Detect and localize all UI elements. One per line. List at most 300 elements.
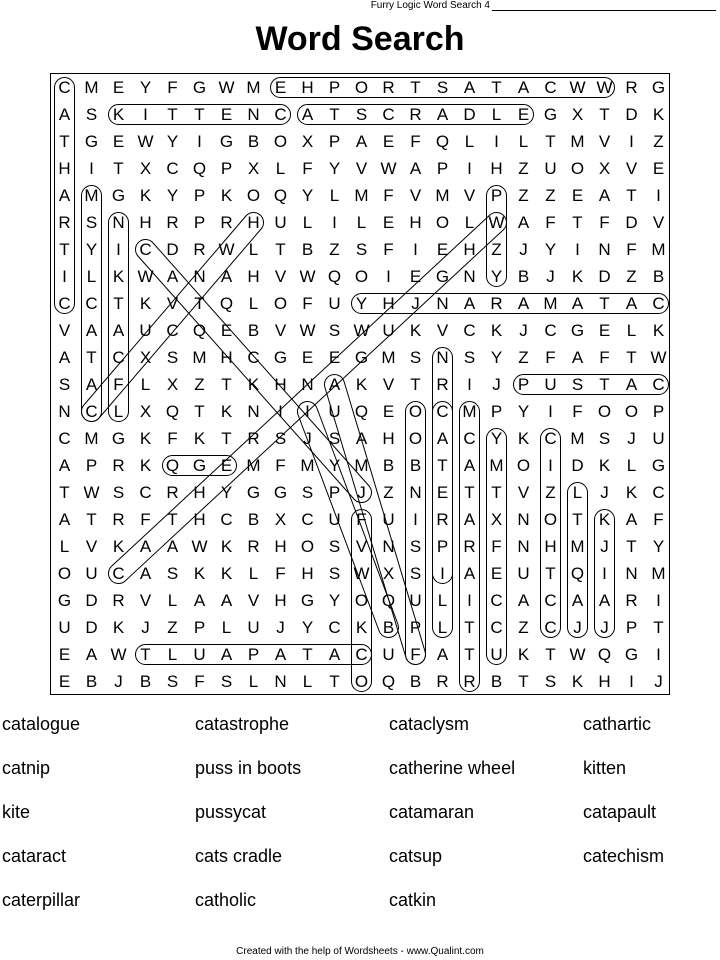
grid-letter: S: [571, 375, 584, 394]
grid-letter: E: [112, 132, 125, 151]
grid-letter: G: [570, 321, 585, 340]
grid-letter: C: [220, 510, 233, 529]
grid-letter: E: [598, 321, 611, 340]
grid-letter: R: [166, 213, 179, 232]
grid-letter: C: [463, 321, 476, 340]
grid-letter: M: [570, 429, 585, 448]
grid-letter: P: [328, 483, 341, 502]
grid-letter: K: [517, 645, 530, 664]
grid-letter: F: [113, 375, 124, 394]
grid-letter: E: [301, 348, 314, 367]
grid-letter: Q: [381, 672, 396, 691]
grid-letter: K: [220, 564, 233, 583]
grid-letter: H: [301, 564, 314, 583]
grid-letter: E: [220, 321, 233, 340]
grid-letter: I: [116, 240, 121, 259]
word-list-item: kitten: [583, 758, 627, 778]
grid-letter: R: [463, 672, 476, 691]
grid-letter: P: [220, 159, 233, 178]
grid-letter: H: [463, 240, 476, 259]
grid-letter: H: [382, 294, 395, 313]
grid-letter: S: [355, 240, 368, 259]
grid-letter: P: [328, 132, 341, 151]
grid-letter: V: [382, 375, 395, 394]
grid-letter: I: [494, 132, 499, 151]
grid-letter: K: [571, 267, 584, 286]
word-list-item: kite: [2, 802, 31, 822]
grid-letter: T: [167, 105, 178, 124]
grid-letter: J: [357, 483, 366, 502]
grid-letter: J: [492, 375, 501, 394]
grid-letter: P: [193, 213, 206, 232]
name-line: [371, 0, 716, 11]
grid-letter: H: [193, 483, 206, 502]
grid-letter: A: [436, 429, 449, 448]
grid-letter: K: [409, 321, 422, 340]
grid-letter: A: [274, 645, 287, 664]
word-list-item: puss in boots: [195, 758, 302, 778]
grid-letter: Y: [166, 186, 179, 205]
grid-letter: L: [167, 645, 178, 664]
grid-letter: N: [598, 240, 611, 259]
grid-letter: N: [58, 402, 71, 421]
grid-letter: F: [410, 645, 421, 664]
grid-letter: H: [139, 213, 152, 232]
grid-letter: K: [490, 321, 503, 340]
grid-letter: W: [569, 78, 586, 97]
grid-letter: K: [247, 375, 260, 394]
grid-letter: T: [86, 510, 97, 529]
grid-letter: P: [490, 402, 503, 421]
grid-letter: D: [625, 105, 638, 124]
grid-letter: M: [651, 564, 666, 583]
grid-letter: E: [382, 132, 395, 151]
grid-letter: G: [273, 348, 288, 367]
grid-letter: L: [437, 591, 448, 610]
grid-letter: R: [112, 510, 125, 529]
grid-letter: N: [382, 537, 395, 556]
grid-letter: X: [598, 159, 611, 178]
grid-letter: R: [625, 591, 638, 610]
grid-letter: C: [544, 78, 557, 97]
grid-letter: U: [193, 645, 206, 664]
grid-letter: W: [83, 483, 100, 502]
grid-letter: X: [139, 348, 152, 367]
grid-letter: L: [464, 132, 475, 151]
grid-letter: K: [112, 105, 125, 124]
grid-letter: N: [274, 672, 287, 691]
grid-letter: B: [409, 672, 422, 691]
grid-letter: R: [220, 213, 233, 232]
word-list-item: catholic: [195, 890, 257, 910]
grid-letter: V: [517, 483, 530, 502]
grid-letter: H: [544, 537, 557, 556]
grid-letter: E: [571, 186, 584, 205]
grid-letter: J: [654, 672, 663, 691]
grid-letter: O: [354, 591, 369, 610]
grid-letter: S: [409, 348, 422, 367]
grid-letter: I: [413, 510, 418, 529]
grid-letter: A: [463, 294, 476, 313]
grid-letter: M: [489, 456, 504, 475]
grid-letter: A: [463, 510, 476, 529]
grid-letter: C: [652, 483, 665, 502]
grid-letter: L: [518, 132, 529, 151]
grid-letter: E: [220, 105, 233, 124]
grid-letter: T: [464, 645, 475, 664]
grid-letter: P: [328, 78, 341, 97]
grid-letter: R: [463, 537, 476, 556]
grid-letter: O: [300, 537, 315, 556]
grid-letter: N: [517, 537, 530, 556]
grid-letter: K: [652, 105, 665, 124]
grid-letter: G: [111, 429, 126, 448]
grid-letter: B: [301, 240, 314, 259]
grid-letter: F: [410, 132, 421, 151]
grid-letter: G: [651, 78, 666, 97]
grid-letter: G: [651, 456, 666, 475]
grid-letter: I: [62, 267, 67, 286]
grid-letter: I: [278, 402, 283, 421]
grid-letter: S: [409, 564, 422, 583]
grid-letter: O: [273, 294, 288, 313]
grid-letter: S: [409, 537, 422, 556]
grid-letter: C: [58, 294, 71, 313]
grid-letter: U: [517, 564, 530, 583]
grid-letter: V: [166, 294, 179, 313]
grid-letter: Q: [273, 186, 288, 205]
grid-letter: K: [652, 321, 665, 340]
grid-letter: T: [437, 456, 448, 475]
grid-letter: S: [166, 672, 179, 691]
grid-letter: T: [464, 483, 475, 502]
grid-letter: U: [328, 294, 341, 313]
grid-letter: A: [517, 294, 530, 313]
grid-letter: E: [274, 78, 287, 97]
grid-letter: F: [167, 429, 178, 448]
grid-letter: F: [599, 348, 610, 367]
grid-letter: M: [570, 132, 585, 151]
grid-letter: J: [546, 267, 555, 286]
grid-letter: A: [166, 267, 179, 286]
grid-letter: K: [220, 402, 233, 421]
grid-letter: H: [193, 510, 206, 529]
grid-letter: Z: [545, 483, 556, 502]
grid-letter: N: [409, 483, 422, 502]
grid-letter: D: [571, 456, 584, 475]
grid-letter: U: [328, 402, 341, 421]
grid-letter: V: [247, 591, 260, 610]
grid-letter: F: [626, 240, 637, 259]
grid-letter: C: [139, 483, 152, 502]
grid-letter: L: [302, 672, 313, 691]
grid-letter: G: [435, 267, 450, 286]
grid-letter: S: [598, 429, 611, 448]
grid-letter: N: [247, 402, 260, 421]
grid-letter: L: [248, 564, 259, 583]
grid-letter: Z: [167, 618, 178, 637]
grid-letter: W: [110, 645, 127, 664]
grid-letter: P: [193, 618, 206, 637]
grid-letter: W: [488, 213, 505, 232]
grid-letter: N: [247, 105, 260, 124]
grid-letter: U: [490, 645, 503, 664]
grid-letter: N: [301, 375, 314, 394]
grid-letter: I: [629, 672, 634, 691]
grid-letter: H: [301, 78, 314, 97]
grid-letter: O: [624, 402, 639, 421]
grid-letter: M: [84, 78, 99, 97]
grid-letter: F: [302, 159, 313, 178]
grid-letter: F: [356, 510, 367, 529]
grid-letter: K: [112, 267, 125, 286]
grid-letter: C: [139, 240, 152, 259]
grid-letter: X: [301, 132, 314, 151]
grid-letter: T: [140, 645, 151, 664]
grid-letter: I: [89, 159, 94, 178]
grid-letter: E: [328, 348, 341, 367]
grid-letter: Z: [491, 240, 502, 259]
grid-letter: E: [58, 645, 71, 664]
grid-letter: H: [490, 159, 503, 178]
grid-letter: P: [652, 402, 665, 421]
grid-letter: O: [273, 132, 288, 151]
grid-letter: L: [626, 456, 637, 475]
grid-letter: T: [545, 645, 556, 664]
grid-letter: B: [247, 510, 260, 529]
grid-letter: X: [382, 564, 395, 583]
grid-letter: I: [143, 105, 148, 124]
grid-letter: Y: [652, 537, 665, 556]
grid-letter: M: [246, 456, 261, 475]
grid-letter: T: [194, 294, 205, 313]
grid-letter: P: [490, 186, 503, 205]
grid-letter: Z: [518, 186, 529, 205]
grid-letter: F: [491, 537, 502, 556]
grid-letter: J: [600, 537, 609, 556]
word-list-item: cats cradle: [195, 846, 283, 866]
grid-letter: A: [85, 375, 98, 394]
grid-letter: O: [57, 564, 72, 583]
grid-letter: O: [516, 456, 531, 475]
grid-letter: L: [59, 537, 70, 556]
grid-letter: P: [247, 645, 260, 664]
grid-letter: A: [517, 213, 530, 232]
grid-letter: A: [328, 375, 341, 394]
grid-letter: L: [167, 591, 178, 610]
grid-letter: T: [491, 78, 502, 97]
grid-letter: A: [58, 348, 71, 367]
grid-letter: A: [625, 375, 638, 394]
grid-letter: U: [382, 510, 395, 529]
grid-letter: F: [599, 213, 610, 232]
grid-letter: T: [626, 186, 637, 205]
grid-letter: L: [248, 672, 259, 691]
grid-letter: S: [166, 564, 179, 583]
grid-letter: C: [112, 564, 125, 583]
grid-letter: L: [329, 186, 340, 205]
grid-letter: X: [139, 402, 152, 421]
grid-letter: B: [652, 267, 665, 286]
grid-letter: E: [382, 213, 395, 232]
grid-letter: T: [302, 645, 313, 664]
grid-letter: M: [84, 429, 99, 448]
grid-letter: H: [598, 672, 611, 691]
grid-letter: W: [299, 267, 316, 286]
grid-letter: Q: [381, 591, 396, 610]
grid-letter: F: [545, 213, 556, 232]
grid-letter: A: [193, 591, 206, 610]
grid-letter: V: [409, 186, 422, 205]
word-list-item: catechism: [583, 846, 665, 866]
word-list-item: catherine wheel: [389, 758, 516, 778]
grid-letter: A: [328, 645, 341, 664]
grid-letter: P: [625, 618, 638, 637]
grid-letter: U: [328, 510, 341, 529]
grid-letter: A: [58, 456, 71, 475]
grid-letter: E: [112, 78, 125, 97]
grid-letter: B: [247, 132, 260, 151]
grid-letter: C: [490, 618, 503, 637]
grid-letter: Z: [518, 159, 529, 178]
grid-letter: I: [656, 186, 661, 205]
grid-letter: C: [328, 618, 341, 637]
grid-letter: T: [545, 564, 556, 583]
grid-letter: I: [332, 213, 337, 232]
grid-letter: Y: [301, 618, 314, 637]
grid-letter: L: [248, 294, 259, 313]
grid-letter: X: [139, 159, 152, 178]
grid-letter: O: [354, 267, 369, 286]
grid-letter: A: [355, 429, 368, 448]
grid-letter: Q: [597, 645, 612, 664]
grid-letter: N: [517, 510, 530, 529]
grid-letter: Y: [490, 429, 503, 448]
grid-letter: W: [596, 78, 613, 97]
grid-letter: I: [548, 402, 553, 421]
grid-letter: L: [626, 321, 637, 340]
grid-letter: A: [355, 132, 368, 151]
grid-letter: Z: [329, 240, 340, 259]
grid-letter: V: [355, 537, 368, 556]
grid-letter: E: [517, 105, 530, 124]
grid-letter: X: [166, 375, 179, 394]
grid-letter: T: [113, 294, 124, 313]
grid-letter: K: [139, 429, 152, 448]
grid-letter: A: [220, 267, 233, 286]
grid-letter: S: [328, 564, 341, 583]
grid-letter: M: [543, 294, 558, 313]
grid-letter: V: [355, 159, 368, 178]
grid-letter: G: [219, 132, 234, 151]
grid-letter: A: [58, 186, 71, 205]
grid-letter: S: [436, 78, 449, 97]
grid-letter: A: [571, 591, 584, 610]
grid-letter: T: [599, 294, 610, 313]
grid-letter: P: [517, 375, 530, 394]
grid-letter: T: [113, 159, 124, 178]
grid-letter: T: [626, 537, 637, 556]
grid-letter: G: [354, 348, 369, 367]
grid-letter: I: [467, 591, 472, 610]
name-blank[interactable]: [492, 1, 716, 11]
grid-letter: F: [653, 510, 664, 529]
grid-letter: S: [112, 483, 125, 502]
grid-letter: M: [192, 348, 207, 367]
grid-letter: T: [221, 429, 232, 448]
grid-letter: J: [600, 618, 609, 637]
grid-letter: F: [545, 348, 556, 367]
grid-letter: G: [273, 483, 288, 502]
grid-letter: J: [519, 240, 528, 259]
grid-letter: R: [490, 294, 503, 313]
grid-letter: G: [192, 78, 207, 97]
grid-letter: C: [274, 105, 287, 124]
grid-letter: R: [382, 78, 395, 97]
grid-letter: G: [111, 186, 126, 205]
grid-letter: V: [652, 213, 665, 232]
grid-letter: M: [246, 78, 261, 97]
grid-letter: D: [463, 105, 476, 124]
grid-letter: L: [86, 267, 97, 286]
grid-letter: H: [58, 159, 71, 178]
grid-letter: E: [382, 402, 395, 421]
grid-letter: O: [543, 510, 558, 529]
grid-letter: B: [85, 672, 98, 691]
grid-letter: E: [409, 267, 422, 286]
grid-letter: Z: [545, 186, 556, 205]
grid-letter: G: [84, 132, 99, 151]
grid-letter: B: [409, 456, 422, 475]
grid-letter: J: [600, 483, 609, 502]
grid-letter: C: [301, 510, 314, 529]
grid-letter: T: [572, 510, 583, 529]
name-label: Furry Logic Word Search 4: [370, 0, 490, 11]
grid-letter: A: [220, 645, 233, 664]
word-list-item: cataract: [2, 846, 67, 866]
grid-letter: K: [355, 618, 368, 637]
grid-letter: R: [193, 240, 206, 259]
grid-letter: A: [85, 321, 98, 340]
grid-letter: A: [166, 537, 179, 556]
grid-letter: W: [353, 564, 370, 583]
word-list-item: caterpillar: [2, 890, 81, 910]
grid-letter: E: [220, 456, 233, 475]
grid-letter: N: [436, 294, 449, 313]
grid-letter: F: [383, 240, 394, 259]
grid-letter: M: [570, 537, 585, 556]
grid-letter: Q: [165, 402, 180, 421]
grid-letter: C: [652, 375, 665, 394]
grid-letter: E: [652, 159, 665, 178]
grid-letter: A: [598, 186, 611, 205]
grid-letter: E: [490, 564, 503, 583]
grid-letter: S: [301, 483, 314, 502]
grid-letter: T: [194, 402, 205, 421]
grid-letter: F: [140, 510, 151, 529]
grid-letter: J: [276, 618, 285, 637]
grid-letter: K: [598, 510, 611, 529]
grid-letter: T: [59, 132, 70, 151]
grid-letter: S: [274, 429, 287, 448]
word-list-item: catkin: [389, 890, 437, 910]
grid-letter: C: [355, 645, 368, 664]
grid-letter: R: [625, 78, 638, 97]
word-list-item: catastrophe: [195, 714, 290, 734]
grid-letter: I: [656, 645, 661, 664]
grid-letter: H: [247, 267, 260, 286]
grid-letter: Y: [139, 78, 152, 97]
